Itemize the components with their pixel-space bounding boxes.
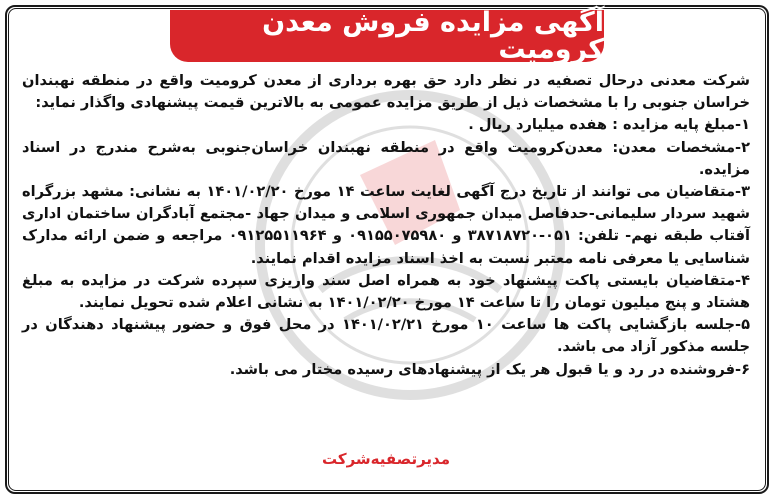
title-banner xyxy=(170,7,604,65)
clause-3-documents-address: ۳-متقاضیان می توانند از تاریخ درج آگهی لغایت ساعت ۱۴ مورخ ۱۴۰۱/۰۲/۲۰ به نشانی: مشهد بزرگراه شهید سردار سلیمانی-حدفاصل میدان جمهوری اسلامی و میدان جهاد -مجتمع آبادگران ساختمان اداری آفتاب طبقه نهم- تلفن: ۰۵۱-۳۸۷۱۸۷۲۰ و ۰۹۱۵۵۰۷۵۹۸۰ و ۰۹۱۲۵۵۱۱۹۶۴ مراجعه و ضمن ارائه مدارک شناسایی یا معرفی نامه معتبر نسبت به اخذ اسناد مزایده اقدام نمایند. xyxy=(22,183,751,267)
signature-line: مدیر‌تصفیه‌شرکت xyxy=(321,450,451,468)
intro-paragraph: شرکت معدنی درحال تصفیه در نظر دارد حق بهره برداری از معدن کرومیت واقع در منطقه نهبندان خراسان جنوبی را با مشخصات ذیل از طریق مزایده عمومی به بالاترین قیمت پیشنهادی واگذار نماید: xyxy=(22,72,750,112)
page-title: آگهی مزایده فروش معدن کرومیت xyxy=(262,7,604,65)
advertisement-body xyxy=(22,70,750,381)
clause-2-mine-specs: ۲-مشخصات معدن: معدن‌کرومیت واقع در منطقه نهبندان خراسان‌جنوبی به‌شرح مندرج در اسناد مزایده. xyxy=(22,138,750,178)
clause-6-seller-rights: ۶-فروشنده در رد و یا قبول هر یک از پیشنهادهای رسیده مختار می باشد. xyxy=(229,360,750,378)
clause-4-bid-deposit: ۴-متقاضیان بایستی پاکت پیشنهاد خود به همراه اصل سند واریزی سپرده شرکت در مزایده به مبلغ هشتاد و پنج میلیون تومان را تا ساعت ۱۴ مورخ ۱۴۰۱/۰۲/۲۰ به نشانی اعلام شده تحویل نمایند. xyxy=(22,271,750,312)
clause-5-opening-session: ۵-جلسه بازگشایی پاکت ها ساعت ۱۰ مورخ ۱۴۰۱/۰۲/۲۱ در محل فوق و حضور پیشنهاد دهندگان در جلسه مذکور آزاد می باشد. xyxy=(22,316,750,356)
clause-1-base-price: ۱-مبلغ پایه مزایده : هفده میلیارد ریال . xyxy=(468,116,750,134)
